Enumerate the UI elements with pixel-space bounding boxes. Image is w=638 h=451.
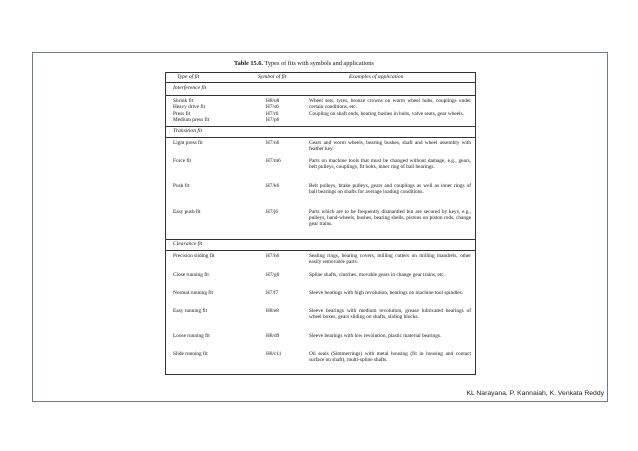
fit-symbol: H7/r6 [266,111,279,117]
fit-symbol: H8/e8 [266,308,279,314]
author-credit: KL Narayana, P. Kannaiah, K. Venkata Reddy [466,390,604,397]
table-header [166,73,475,83]
header-examples: Examples of application [349,74,404,80]
fit-type: Close running fit [173,272,209,278]
fit-symbol: H7/f7 [266,290,279,296]
fit-type: Normal running fit [173,290,214,296]
fit-type: Push fit [173,183,190,189]
fit-examples: Parts which are to be frequently dismantled but are secured by keys, e.g., pulleys, hand-wheels, bushes, bearing shells, pistons on piston rods, change gear trains. [309,209,471,228]
fit-symbol: H7/n6 [266,140,280,146]
header-symbol: Symbol of fit [258,74,287,80]
header-type: Type of fit [177,74,200,80]
fit-symbol: H7/g6 [266,272,280,278]
fit-symbol: H8/d9 [266,333,280,339]
section-transition [166,127,475,136]
section-clearance [166,240,475,249]
fit-examples: Sleeve bearings with high revolution, bearings on machine tool spindles. [309,290,464,296]
fit-examples: Gears and worm wheels, bearing bushes, shaft and wheel assembly with feather key. [309,140,471,153]
fit-symbol: H7/m6 [266,158,281,164]
section-title: Transition fit [173,128,203,134]
fit-examples: Sealing rings, bearing covers, milling cutters on milling mandrels, other easily removable parts. [309,253,471,266]
fit-symbol: H7/p6 [266,117,280,123]
divider [166,137,475,138]
section-interference [166,84,475,93]
fit-type: Press fit [173,111,191,117]
fit-type: Medium press fit [173,117,210,123]
fit-type: Easy running fit [173,308,208,314]
fit-symbol: H7/s6 [266,104,279,110]
fit-type: Slide running fit [173,351,208,357]
section-title: Interference fit [173,85,207,91]
fit-examples: Parts on machine tools that must be changed without damage, e.g., gears, belt pulleys, couplings, fit bolts, inner ring of ball bearings. [309,158,471,171]
fit-type: Shrink fit [173,98,194,104]
fit-examples: Wheel sets, tyres, bronze crowns on worm wheel hubs, couplings under certain conditions, etc. [309,98,471,111]
fit-type: Precision sliding fit [173,253,215,259]
fit-examples: Spline shafts, clutches, movable gears in change gear trains, etc. [309,272,446,278]
fit-examples: Sleeve bearings with low revolution, plastic material bearings. [309,333,442,339]
table-caption [234,60,374,67]
fits-table [165,72,476,375]
section-title: Clearance fit [173,241,203,247]
fit-examples: Sleeve bearings with medium revolution, grease lubricated bearings of wheel boxes, gears sliding on shafts, sliding blocks. [309,308,471,321]
fit-type: Force fit [173,158,192,164]
fit-symbol: H7/k6 [266,183,280,189]
fit-type: Heavy drive fit [173,104,206,110]
fit-type: Easy push fit [173,209,201,215]
fit-symbol: H7/h6 [266,253,280,259]
fit-type: Light press fit [173,140,203,146]
fit-symbol: H8/c11 [266,351,282,357]
divider [166,95,475,96]
divider [166,250,475,251]
fit-examples: Belt pulleys, brake pulleys, gears and couplings as well as inner rings of ball bearings on shafts for average loading conditions. [309,183,471,196]
fit-examples: Coupling on shaft ends, bearing bushes in hubs, valve seats, gear wheels. [309,111,464,117]
fit-examples: Oil seals (Simmerrings) with metal housing (fit in housing and contact surface on shaft), multi-spline shafts. [309,351,471,364]
fit-symbol: H7/j6 [266,209,279,215]
fit-type: Loose running fit [173,333,210,339]
table-title: Types of fits with symbols and applications [264,60,374,67]
table-number: Table 15.6. [234,60,263,67]
fit-symbol: H8/u8 [266,98,280,104]
